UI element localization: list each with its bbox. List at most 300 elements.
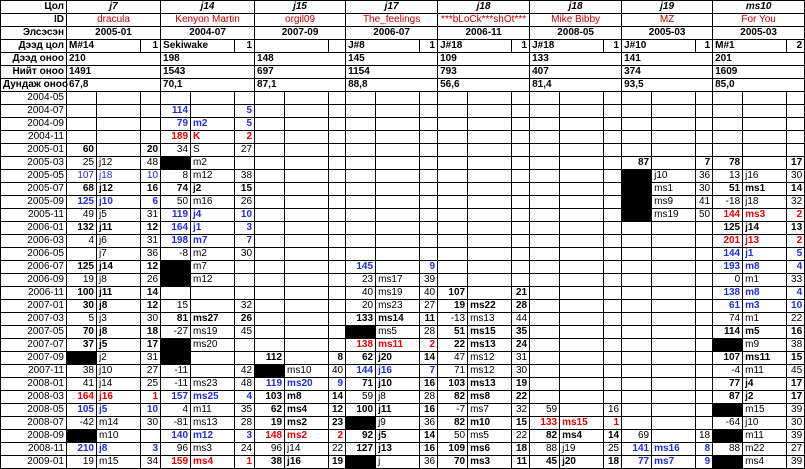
cell-score	[713, 430, 743, 443]
cell-score: 145	[346, 261, 376, 274]
cell-score	[67, 352, 97, 365]
cell-place: 19	[329, 456, 346, 469]
cell-place	[696, 144, 713, 157]
cell-place: 9	[696, 456, 713, 469]
cell-rank	[285, 352, 329, 365]
cell-rank: j13	[376, 443, 420, 456]
cell-rank: ms3	[191, 443, 235, 456]
cell-score	[713, 339, 743, 352]
cell-place: 30	[787, 170, 805, 183]
table-row	[1, 183, 805, 196]
cell-score	[346, 157, 376, 170]
row-label-id: ID	[1, 14, 67, 27]
player-best_rank-count: 1	[235, 40, 255, 53]
cell-rank	[652, 352, 696, 365]
cell-score: 157	[161, 391, 191, 404]
cell-place	[604, 339, 622, 352]
cell-score: 47	[438, 352, 468, 365]
cell-place: 18	[604, 456, 622, 469]
cell-score	[622, 365, 652, 378]
player-best_rank	[255, 40, 329, 53]
cell-rank: j12	[97, 183, 141, 196]
cell-score: 140	[161, 430, 191, 443]
cell-rank: j4	[743, 378, 787, 391]
cell-place: 41	[696, 196, 713, 209]
cell-rank	[376, 131, 420, 144]
cell-place	[512, 157, 530, 170]
cell-place: 23	[329, 417, 346, 430]
player-code: j18	[438, 1, 530, 14]
cell-score	[438, 196, 468, 209]
cell-score: 20	[346, 300, 376, 313]
table-row	[1, 326, 805, 339]
player-best_rank: M#1	[713, 40, 787, 53]
row-date-label: 2006-07	[1, 261, 67, 274]
cell-rank	[652, 248, 696, 261]
cell-place	[329, 92, 346, 105]
cell-place	[696, 391, 713, 404]
cell-rank: j5	[97, 339, 141, 352]
player-code: j15	[255, 1, 346, 14]
cell-place	[329, 326, 346, 339]
row-label-joined: Элсэсэн	[1, 27, 67, 40]
cell-score	[530, 339, 560, 352]
table-row	[1, 456, 805, 469]
cell-score: 19	[255, 417, 285, 430]
cell-place	[512, 170, 530, 183]
cell-rank: m7	[191, 261, 235, 274]
cell-place	[604, 378, 622, 391]
cell-score: 4	[67, 235, 97, 248]
cell-score	[530, 261, 560, 274]
cell-score	[161, 92, 191, 105]
cell-place	[604, 222, 622, 235]
cell-score: 70	[438, 456, 468, 469]
cell-place	[329, 144, 346, 157]
cell-rank	[285, 339, 329, 352]
cell-score: 62	[255, 404, 285, 417]
cell-place	[696, 118, 713, 131]
cell-rank: j5	[97, 404, 141, 417]
cell-rank: j2	[191, 183, 235, 196]
player-id: Kenyon Martin	[161, 14, 255, 27]
cell-score: 61	[713, 300, 743, 313]
cell-score: 164	[161, 222, 191, 235]
cell-rank	[560, 313, 604, 326]
cell-place	[512, 274, 530, 287]
cell-rank	[560, 274, 604, 287]
sheet-body	[1, 1, 805, 469]
cell-place: 5	[235, 118, 255, 131]
table-row	[1, 248, 805, 261]
cell-place	[420, 235, 438, 248]
cell-place: 6	[141, 196, 161, 209]
player-joined: 2005-01	[67, 27, 161, 40]
cell-place: 26	[235, 313, 255, 326]
cell-score: 103	[438, 378, 468, 391]
cell-score: 70	[67, 326, 97, 339]
cell-place	[696, 92, 713, 105]
cell-rank	[468, 274, 512, 287]
cell-place	[329, 131, 346, 144]
cell-score: 74	[161, 183, 191, 196]
cell-rank	[97, 144, 141, 157]
cell-score: 13	[713, 170, 743, 183]
cell-rank: m22	[743, 443, 787, 456]
cell-place: 28	[420, 326, 438, 339]
player-best_score: 133	[530, 53, 622, 66]
cell-score: 125	[67, 196, 97, 209]
table-row	[1, 443, 805, 456]
cell-score: 210	[67, 443, 97, 456]
cell-score: 49	[67, 209, 97, 222]
cell-score: 82	[438, 391, 468, 404]
player-avg_score: 85,0	[713, 79, 805, 92]
cell-place	[696, 313, 713, 326]
cell-score	[622, 183, 652, 196]
cell-rank: ms15	[468, 326, 512, 339]
cell-place	[420, 118, 438, 131]
cell-rank: j8	[97, 443, 141, 456]
cell-score: 119	[255, 378, 285, 391]
cell-rank	[652, 274, 696, 287]
cell-rank: j6	[97, 235, 141, 248]
cell-rank: ms4	[191, 456, 235, 469]
cell-place: 26	[235, 196, 255, 209]
cell-score	[622, 118, 652, 131]
cell-rank	[468, 157, 512, 170]
table-row	[1, 300, 805, 313]
cell-place	[696, 235, 713, 248]
cell-rank	[560, 378, 604, 391]
cell-score	[530, 170, 560, 183]
cell-rank	[652, 313, 696, 326]
cell-place: 31	[141, 235, 161, 248]
cell-place: 35	[235, 404, 255, 417]
cell-place	[787, 118, 805, 131]
cell-place: 8	[329, 352, 346, 365]
cell-place	[329, 196, 346, 209]
cell-place	[420, 248, 438, 261]
cell-rank	[560, 326, 604, 339]
player-best_rank: M#14	[67, 40, 141, 53]
table-row	[1, 196, 805, 209]
row-date-label: 2007-11	[1, 365, 67, 378]
cell-score	[530, 365, 560, 378]
cell-place: 24	[235, 443, 255, 456]
cell-score: 92	[346, 430, 376, 443]
cell-score	[622, 287, 652, 300]
cell-rank	[285, 196, 329, 209]
cell-score: 81	[161, 313, 191, 326]
cell-score	[438, 209, 468, 222]
cell-score: 112	[255, 352, 285, 365]
table-row	[1, 365, 805, 378]
cell-rank	[652, 300, 696, 313]
cell-score	[255, 274, 285, 287]
player-best_score: 198	[161, 53, 255, 66]
cell-place: 14	[787, 183, 805, 196]
cell-score: 19	[438, 300, 468, 313]
player-best_rank-count: 1	[604, 40, 622, 53]
cell-score: 144	[713, 209, 743, 222]
cell-score	[346, 196, 376, 209]
cell-place	[512, 222, 530, 235]
cell-place: 14	[604, 430, 622, 443]
row-date-label: 2008-01	[1, 378, 67, 391]
cell-place	[420, 170, 438, 183]
cell-place: 50	[696, 209, 713, 222]
cell-rank	[468, 261, 512, 274]
cell-score: 100	[346, 404, 376, 417]
cell-score	[346, 326, 376, 339]
cell-rank: ms2	[285, 430, 329, 443]
cell-place	[696, 131, 713, 144]
cell-place: 2	[787, 235, 805, 248]
cell-rank	[560, 183, 604, 196]
row-date-label: 2005-09	[1, 196, 67, 209]
cell-rank	[468, 196, 512, 209]
player-id: ***bLoCk***shOt***	[438, 14, 530, 27]
cell-score	[255, 300, 285, 313]
cell-score	[255, 196, 285, 209]
cell-score: 0	[713, 274, 743, 287]
cell-place	[512, 92, 530, 105]
row-date-label: 2005-01	[1, 144, 67, 157]
cell-place	[141, 105, 161, 118]
cell-score	[161, 287, 191, 300]
cell-rank	[560, 118, 604, 131]
cell-score: 19	[67, 274, 97, 287]
cell-place: 18	[141, 326, 161, 339]
cell-rank: j5	[376, 430, 420, 443]
cell-rank: ms2	[285, 417, 329, 430]
cell-score: -11	[161, 378, 191, 391]
cell-rank	[743, 92, 787, 105]
cell-score	[346, 131, 376, 144]
cell-place: 21	[512, 287, 530, 300]
cell-place: 32	[787, 196, 805, 209]
cell-place: 3	[141, 443, 161, 456]
cell-score: 62	[346, 352, 376, 365]
player-best_rank-count: 1	[141, 40, 161, 53]
cell-score	[713, 404, 743, 417]
cell-place	[235, 261, 255, 274]
cell-place	[420, 92, 438, 105]
player-id: For You	[713, 14, 805, 27]
row-date-label: 2005-07	[1, 183, 67, 196]
cell-place	[329, 274, 346, 287]
cell-rank	[191, 287, 235, 300]
cell-place	[604, 157, 622, 170]
cell-rank	[376, 118, 420, 131]
cell-rank: ms16	[652, 443, 696, 456]
cell-place	[604, 352, 622, 365]
table-row	[1, 274, 805, 287]
cell-score	[713, 131, 743, 144]
table-row	[1, 391, 805, 404]
header-row-joined	[1, 27, 805, 40]
cell-rank	[285, 287, 329, 300]
cell-place: 2	[787, 209, 805, 222]
cell-score	[346, 92, 376, 105]
cell-rank	[652, 157, 696, 170]
cell-score	[346, 118, 376, 131]
cell-rank: j1	[191, 222, 235, 235]
player-total_score: 407	[530, 66, 622, 79]
cell-score: 51	[438, 326, 468, 339]
cell-rank	[285, 170, 329, 183]
row-label-total_score: Нийт оноо	[1, 66, 67, 79]
cell-place: 27	[420, 300, 438, 313]
cell-rank	[376, 196, 420, 209]
cell-score: 22	[438, 339, 468, 352]
cell-rank: ms4	[743, 456, 787, 469]
cell-place	[235, 352, 255, 365]
cell-place	[787, 144, 805, 157]
cell-score	[622, 144, 652, 157]
cell-place: 25	[604, 443, 622, 456]
cell-rank	[468, 131, 512, 144]
cell-place	[604, 131, 622, 144]
cell-score	[255, 144, 285, 157]
cell-place	[604, 287, 622, 300]
table-row	[1, 92, 805, 105]
cell-place: 19	[512, 378, 530, 391]
cell-rank: K	[191, 131, 235, 144]
cell-place: 16	[604, 404, 622, 417]
cell-rank: m11	[191, 404, 235, 417]
cell-place	[604, 391, 622, 404]
cell-place	[235, 287, 255, 300]
cell-score	[530, 183, 560, 196]
cell-score: -11	[161, 365, 191, 378]
cell-rank: ms10	[285, 365, 329, 378]
cell-score	[622, 326, 652, 339]
cell-place	[141, 430, 161, 443]
cell-score: -8	[161, 248, 191, 261]
cell-rank	[285, 261, 329, 274]
cell-score: 96	[161, 443, 191, 456]
player-total_score: 697	[255, 66, 346, 79]
cell-place: 13	[787, 222, 805, 235]
cell-place: 16	[787, 326, 805, 339]
cell-score	[530, 274, 560, 287]
cell-score	[255, 261, 285, 274]
cell-rank: m14	[97, 417, 141, 430]
cell-rank: j8	[97, 274, 141, 287]
row-date-label: 2006-09	[1, 274, 67, 287]
cell-rank: m8	[743, 261, 787, 274]
cell-score	[530, 118, 560, 131]
cell-rank: m10	[97, 430, 141, 443]
cell-place	[235, 339, 255, 352]
cell-rank: j14	[743, 222, 787, 235]
cell-rank: ms20	[191, 339, 235, 352]
cell-score	[161, 274, 191, 287]
cell-place: 4	[787, 287, 805, 300]
cell-place	[141, 92, 161, 105]
cell-score	[530, 196, 560, 209]
cell-rank: j10	[97, 365, 141, 378]
cell-score: 88	[713, 443, 743, 456]
cell-rank	[376, 157, 420, 170]
cell-score: 71	[438, 365, 468, 378]
cell-score	[713, 118, 743, 131]
player-avg_score: 67,8	[67, 79, 161, 92]
cell-rank: ms19	[376, 287, 420, 300]
cell-rank	[468, 92, 512, 105]
cell-score	[161, 339, 191, 352]
cell-rank	[560, 222, 604, 235]
cell-rank: m3	[743, 300, 787, 313]
cell-score	[530, 209, 560, 222]
cell-score	[530, 287, 560, 300]
cell-score: 133	[530, 417, 560, 430]
cell-rank: m11	[743, 430, 787, 443]
cell-score	[161, 261, 191, 274]
cell-rank: j20	[560, 456, 604, 469]
cell-rank	[560, 105, 604, 118]
cell-place: 3	[235, 222, 255, 235]
player-total_score: 1154	[346, 66, 438, 79]
cell-place	[787, 105, 805, 118]
cell-rank	[285, 274, 329, 287]
cell-place: 27	[141, 365, 161, 378]
cell-score: 107	[438, 287, 468, 300]
cell-place: 39	[787, 456, 805, 469]
cell-place	[512, 118, 530, 131]
cell-place: 31	[512, 352, 530, 365]
cell-score	[438, 131, 468, 144]
cell-rank: j20	[376, 352, 420, 365]
cell-rank	[560, 287, 604, 300]
row-date-label: 2008-07	[1, 417, 67, 430]
cell-rank: j10	[652, 170, 696, 183]
cell-score	[346, 105, 376, 118]
cell-score	[67, 131, 97, 144]
cell-rank: S	[191, 144, 235, 157]
cell-place: 42	[235, 365, 255, 378]
cell-place	[696, 352, 713, 365]
cell-place	[696, 287, 713, 300]
cell-rank	[652, 365, 696, 378]
cell-place	[604, 196, 622, 209]
cell-place: 27	[235, 144, 255, 157]
cell-rank	[468, 105, 512, 118]
cell-rank: m10	[468, 417, 512, 430]
cell-rank	[560, 261, 604, 274]
table-row	[1, 222, 805, 235]
cell-score: 78	[713, 157, 743, 170]
player-total_score: 1609	[713, 66, 805, 79]
cell-score: 88	[530, 443, 560, 456]
cell-score	[530, 92, 560, 105]
cell-rank	[376, 144, 420, 157]
cell-place: 8	[696, 443, 713, 456]
cell-score: -42	[67, 417, 97, 430]
row-date-label: 2006-11	[1, 287, 67, 300]
cell-score	[530, 326, 560, 339]
cell-rank: ms27	[191, 313, 235, 326]
cell-place	[787, 92, 805, 105]
cell-place	[329, 248, 346, 261]
cell-rank	[652, 430, 696, 443]
cell-score	[622, 339, 652, 352]
cell-rank	[285, 248, 329, 261]
cell-score	[161, 352, 191, 365]
cell-place: 4	[235, 391, 255, 404]
